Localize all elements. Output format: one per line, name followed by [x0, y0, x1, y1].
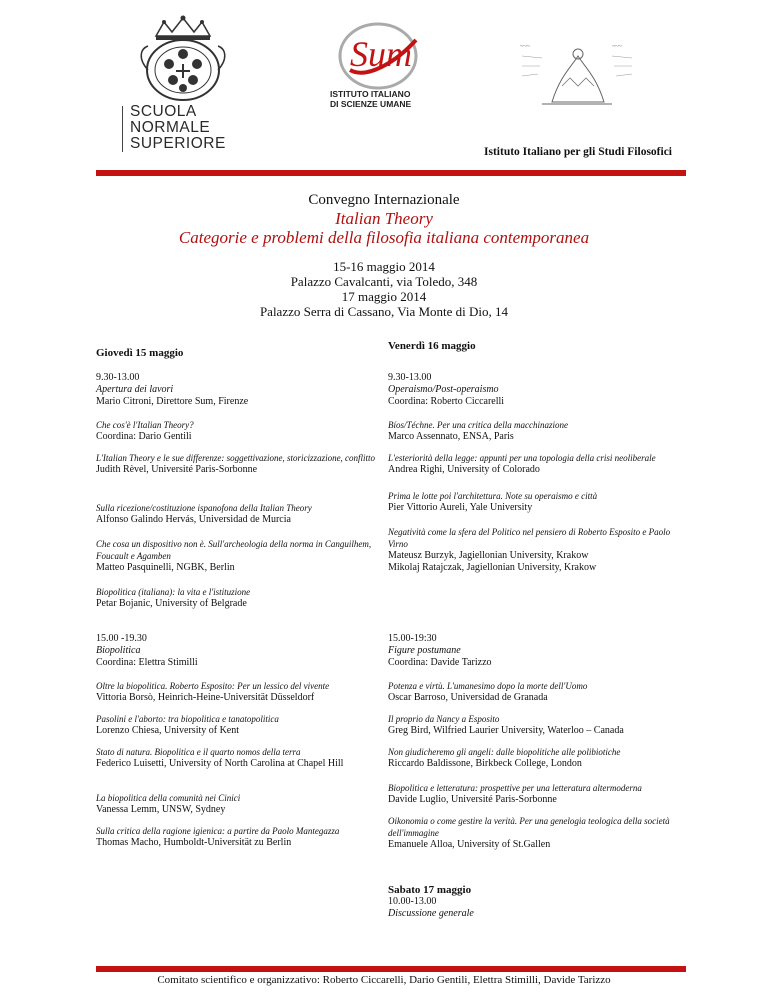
talk-item: Il proprio da Nancy a Esposito Greg Bird, Wilfried Laurier University, Waterloo – Canada: [388, 714, 624, 736]
svg-text:~~~: ~~~: [520, 44, 530, 50]
talk-item: Negatività come la sfera del Politico nel pensiero di Roberto Esposito e Paolo Virno Mateusz Burzyk, Jagiellonian University, Krakow Mikolaj Ratajczak, Jagiellonian University, Krakow: [388, 527, 671, 573]
talk-item: Prima le lotte poi l'architettura. Note su operaismo e città Pier Vittorio Aureli, Yale University: [388, 491, 598, 513]
talk-item: Oikonomia o come gestire la verità. Per una genelogia teologica della società dell'immagine Emanuele Alloa, University of St.Gallen: [388, 816, 670, 850]
talk-item: Potenza e virtù. L'umanesimo dopo la morte dell'Uomo Oscar Barroso, Universidad de Granada: [388, 681, 588, 703]
conference-subtitle: Categorie e problemi della filosofia italiana contemporanea: [178, 228, 590, 247]
conference-info: 15-16 maggio 2014 Palazzo Cavalcanti, via Toledo, 348 17 maggio 2014 Palazzo Serra di Cassano, Via Monte di Dio, 14: [259, 259, 509, 319]
conference-title: Italian Theory: [335, 209, 433, 228]
talk-item: Biopolitica e letteratura: prospettive per una letteratura altermoderna Davide Luglio, Université Paris-Sorbonne: [388, 783, 642, 805]
talk-item: L'Italian Theory e le sue differenze: soggettivazione, storicizzazione, conflitto Judith Rèvel, Université Paris-Sorbonne: [96, 453, 376, 475]
talk-item: L'esteriorità della legge: appunti per una topologia della crisi neoliberale Andrea Righi, University of Colorado: [388, 453, 656, 475]
talk-item: Non giudicheremo gli angeli: dalle biopolitiche alle polibiotiche Riccardo Baldissone, Birkbeck College, London: [388, 747, 621, 769]
institute-name: Istituto Italiano per gli Studi Filosofici: [484, 146, 672, 158]
friday-afternoon-session: 15.00-19:30 Figure postumane Coordina: Davide Tarizzo: [388, 633, 492, 668]
friday-morning-session: 9.30-13.00 Operaismo/Post-operaismo Coordina: Roberto Ciccarelli: [388, 372, 505, 407]
talk-item: Sulla ricezione/costituzione ispanofona della Italian Theory Alfonso Galindo Hervás, Universidad de Murcia: [96, 503, 312, 525]
scuola-normale-wordmark: SCUOLA NORMALE SUPERIORE: [130, 104, 226, 152]
saturday-session: Sabato 17 maggio 10.00-13.00 Discussione generale: [388, 884, 474, 919]
saturday-day-heading: Sabato 17 maggio: [388, 884, 472, 896]
organizing-committee: Comitato scientifico e organizzativo: Roberto Ciccarelli, Dario Gentili, Elettra Stimilli, Davide Tarizzo: [157, 974, 611, 986]
top-divider: [96, 170, 686, 176]
conference-heading: [0, 191, 768, 248]
talk-item: Sulla critica della ragione igienica: a partire da Paolo Mantegazza Thomas Macho, Humboldt-Universität zu Berlin: [96, 826, 340, 848]
talk-item: Biopolitica (italiana): la vita e l'istituzione Petar Bojanic, University of Belgrade: [96, 587, 251, 609]
talk-item: Che cosa un dispositivo non è. Sull'archeologia della norma in Canguilhem, Foucault e Agamben Matteo Pasquinelli, NGBK, Berlin: [96, 539, 372, 573]
svg-text:~~~: ~~~: [612, 44, 622, 50]
talk-item: Pasolini e l'aborto: tra biopolitica e tanatopolitica Lorenzo Chiesa, University of Kent: [96, 714, 279, 736]
thursday-day-heading: Giovedì 15 maggio: [96, 347, 184, 359]
iisf-emblem-icon: [512, 36, 642, 112]
conference-type: Convegno Internazionale: [308, 192, 460, 208]
thursday-morning-session: 9.30-13.00 Apertura dei lavori Mario Citroni, Direttore Sum, Firenze: [96, 372, 249, 407]
bottom-divider: [96, 966, 686, 972]
talk-item: La biopolitica della comunità nei Cinici Vanessa Lemm, UNSW, Sydney: [96, 793, 241, 815]
friday-day-heading: Venerdì 16 maggio: [388, 340, 476, 352]
sum-logo-text: Sum: [350, 34, 412, 74]
talk-item: Oltre la biopolitica. Roberto Esposito: Per un lessico del vivente Vittoria Borsò, Heinrich-Heine-Universität Düsseldorf: [96, 681, 330, 703]
talk-item: Che cos'è l'Italian Theory? Coordina: Dario Gentili: [96, 420, 194, 442]
talk-item: Bíos/Téchne. Per una critica della macchinazione Marco Assennato, ENSA, Paris: [388, 420, 568, 442]
thursday-afternoon-session: 15.00 -19.30 Biopolitica Coordina: Elettra Stimilli: [96, 633, 198, 668]
talk-item: Stato di natura. Biopolitica e il quarto nomos della terra Federico Luisetti, University of North Carolina at Chapel Hill: [96, 747, 344, 769]
sum-wordmark: ISTITUTO ITALIANO DI SCIENZE UMANE: [330, 89, 412, 109]
